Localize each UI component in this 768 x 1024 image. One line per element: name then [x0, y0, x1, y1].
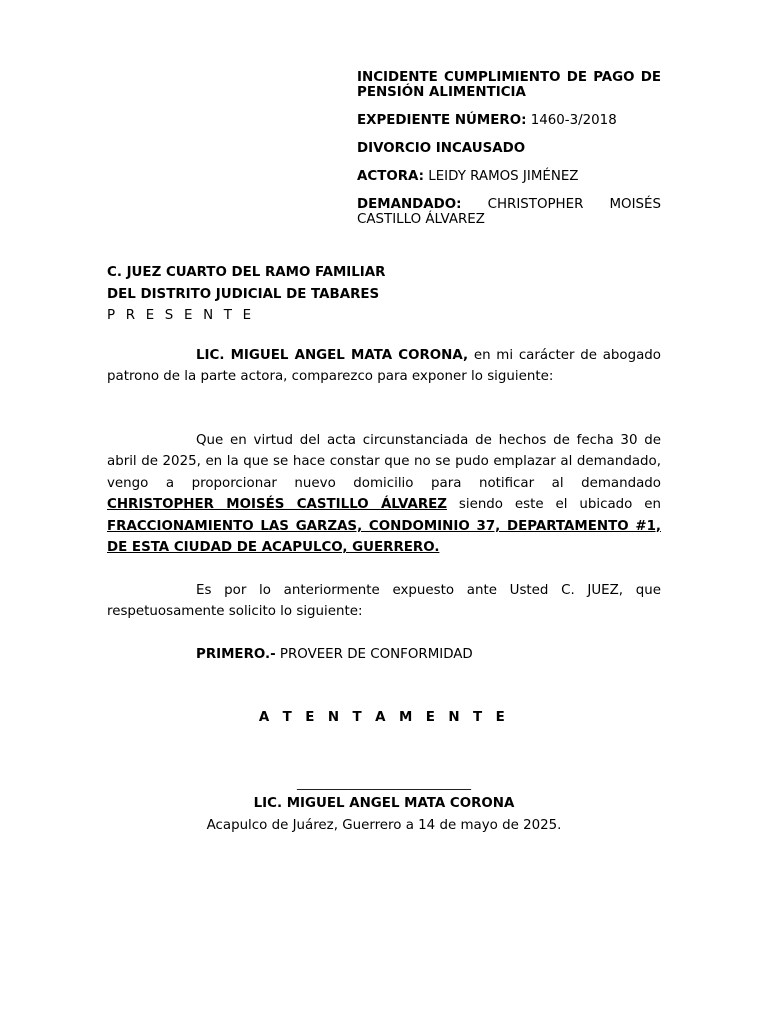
primero-text: PROVEER DE CONFORMIDAD	[275, 647, 473, 662]
case-header	[357, 70, 661, 227]
signer-name: LIC. MIGUEL ANGEL MATA CORONA	[253, 796, 515, 811]
expediente-line	[357, 113, 661, 128]
lawyer-name: LIC. MIGUEL ANGEL MATA CORONA,	[196, 348, 469, 363]
actora-line	[357, 169, 661, 184]
facts-text-a: Que en virtud del acta circunstanciada de hechos de fecha 30 de abril de 2025, en la que se hace constar que no se pudo emplazar al demandado, vengo a proporcionar nuevo domicilio para notificar al demandado	[107, 433, 661, 491]
paragraph-request	[107, 580, 661, 623]
demandado-label: DEMANDADO:	[357, 197, 462, 212]
expediente-label: EXPEDIENTE NÚMERO:	[357, 113, 527, 128]
demandado-value: CHRISTOPHER MOISÉS CASTILLO ÁLVAREZ	[357, 197, 661, 227]
paragraph-intro	[107, 345, 661, 388]
addressee-block	[107, 262, 667, 327]
place-date: Acapulco de Juárez, Guerrero a 14 de mayo de 2025.	[206, 818, 562, 833]
new-address: FRACCIONAMIENTO LAS GARZAS, CONDOMINIO 37, DEPARTAMENTO #1, DE ESTA CIUDAD DE ACAPULCO, GUERRERO.	[107, 518, 661, 556]
actora-label: ACTORA:	[357, 169, 424, 184]
paragraph-facts	[107, 430, 661, 558]
expediente-value: 1460-3/2018	[530, 113, 617, 128]
paragraph-primero	[107, 644, 661, 665]
incident-title: INCIDENTE CUMPLIMIENTO DE PAGO DE PENSIÓN ALIMENTICIA	[357, 70, 661, 100]
atentamente-heading: A T E N T A M E N T E	[258, 710, 510, 725]
divorce-type: DIVORCIO INCAUSADO	[357, 141, 526, 156]
demandado-line	[357, 197, 661, 227]
signature-line: _____________________________	[297, 776, 471, 790]
facts-text-b: siendo este el ubicado en	[446, 497, 661, 513]
addressee-line-2: DEL DISTRITO JUDICIAL DE TABARES	[107, 286, 380, 302]
presente-label: P R E S E N T E	[107, 308, 255, 323]
actora-value: LEIDY RAMOS JIMÉNEZ	[428, 169, 579, 184]
defendant-name: CHRISTOPHER MOISÉS CASTILLO ÁLVAREZ	[107, 497, 447, 513]
request-text: Es por lo anteriormente expuesto ante Usted C. JUEZ, que respetuosamente solicito lo siguiente:	[107, 583, 661, 620]
primero-label: PRIMERO.-	[196, 647, 276, 662]
intro-text: en mi carácter de abogado patrono de la parte actora, comparezco para exponer lo siguiente:	[107, 348, 661, 385]
addressee-line-1: C. JUEZ CUARTO DEL RAMO FAMILIAR	[107, 265, 386, 280]
